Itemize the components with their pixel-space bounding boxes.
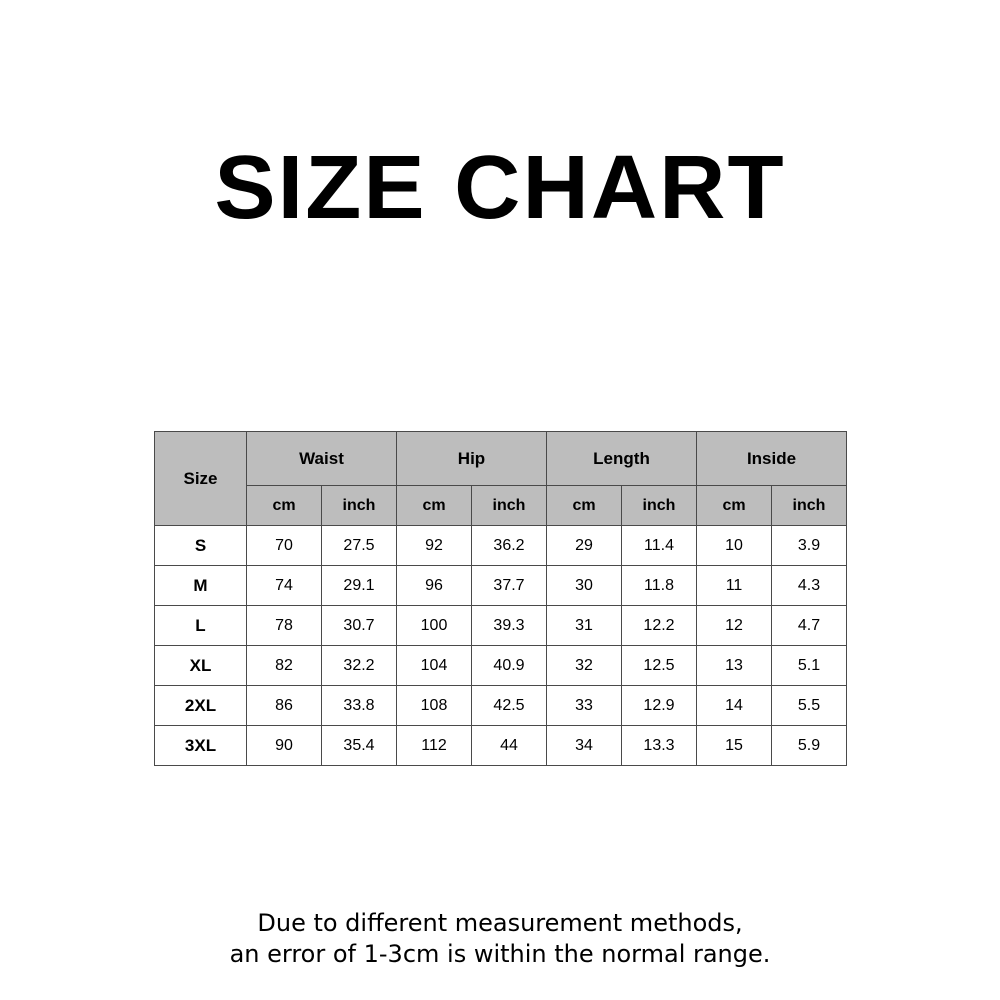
table-cell: 32.2 [322, 646, 397, 686]
table-cell: 4.3 [772, 566, 847, 606]
table-cell: 29.1 [322, 566, 397, 606]
size-label: M [155, 566, 247, 606]
table-row [155, 726, 847, 766]
table-cell: 40.9 [472, 646, 547, 686]
group-header-inside: Inside [697, 432, 847, 486]
table-cell: 12 [697, 606, 772, 646]
header-row-units [155, 486, 847, 526]
size-label: 2XL [155, 686, 247, 726]
table-cell: 42.5 [472, 686, 547, 726]
table-cell: 13.3 [622, 726, 697, 766]
table-cell: 39.3 [472, 606, 547, 646]
table-cell: 5.9 [772, 726, 847, 766]
size-label: L [155, 606, 247, 646]
table-cell: 86 [247, 686, 322, 726]
table-cell: 37.7 [472, 566, 547, 606]
table-cell: 92 [397, 526, 472, 566]
unit-header-cm: cm [697, 486, 772, 526]
note-line-1: Due to different measurement methods, [257, 909, 743, 937]
table-cell: 82 [247, 646, 322, 686]
unit-header-cm: cm [547, 486, 622, 526]
table-cell: 70 [247, 526, 322, 566]
table-cell: 74 [247, 566, 322, 606]
table-cell: 96 [397, 566, 472, 606]
size-label: S [155, 526, 247, 566]
unit-header-inch: inch [622, 486, 697, 526]
table-cell: 13 [697, 646, 772, 686]
size-column-header: Size [155, 432, 247, 526]
size-table [154, 431, 847, 766]
table-cell: 3.9 [772, 526, 847, 566]
size-label: 3XL [155, 726, 247, 766]
table-cell: 78 [247, 606, 322, 646]
header-row-groups [155, 432, 847, 486]
table-cell: 29 [547, 526, 622, 566]
table-cell: 15 [697, 726, 772, 766]
table-cell: 14 [697, 686, 772, 726]
table-cell: 27.5 [322, 526, 397, 566]
unit-header-inch: inch [322, 486, 397, 526]
table-cell: 33.8 [322, 686, 397, 726]
table-row [155, 606, 847, 646]
table-row [155, 686, 847, 726]
table-cell: 32 [547, 646, 622, 686]
table-cell: 11.8 [622, 566, 697, 606]
table-cell: 31 [547, 606, 622, 646]
group-header-hip: Hip [397, 432, 547, 486]
table-cell: 30 [547, 566, 622, 606]
table-cell: 12.9 [622, 686, 697, 726]
page-title: SIZE CHART [214, 138, 786, 238]
table-cell: 36.2 [472, 526, 547, 566]
table-cell: 11 [697, 566, 772, 606]
table-cell: 34 [547, 726, 622, 766]
table-cell: 44 [472, 726, 547, 766]
note-line-2: an error of 1-3cm is within the normal range. [229, 940, 771, 968]
table-cell: 90 [247, 726, 322, 766]
table-row [155, 566, 847, 606]
table-cell: 10 [697, 526, 772, 566]
table-cell: 112 [397, 726, 472, 766]
table-cell: 100 [397, 606, 472, 646]
unit-header-inch: inch [772, 486, 847, 526]
table-cell: 35.4 [322, 726, 397, 766]
table-cell: 104 [397, 646, 472, 686]
group-header-length: Length [547, 432, 697, 486]
table-cell: 30.7 [322, 606, 397, 646]
table-cell: 5.1 [772, 646, 847, 686]
table-cell: 33 [547, 686, 622, 726]
table-cell: 12.5 [622, 646, 697, 686]
group-header-waist: Waist [247, 432, 397, 486]
table-cell: 5.5 [772, 686, 847, 726]
table-cell: 4.7 [772, 606, 847, 646]
measurement-note [0, 908, 1000, 970]
table-cell: 108 [397, 686, 472, 726]
unit-header-cm: cm [397, 486, 472, 526]
table-cell: 11.4 [622, 526, 697, 566]
size-label: XL [155, 646, 247, 686]
unit-header-cm: cm [247, 486, 322, 526]
table-row [155, 526, 847, 566]
table-row [155, 646, 847, 686]
table-cell: 12.2 [622, 606, 697, 646]
unit-header-inch: inch [472, 486, 547, 526]
